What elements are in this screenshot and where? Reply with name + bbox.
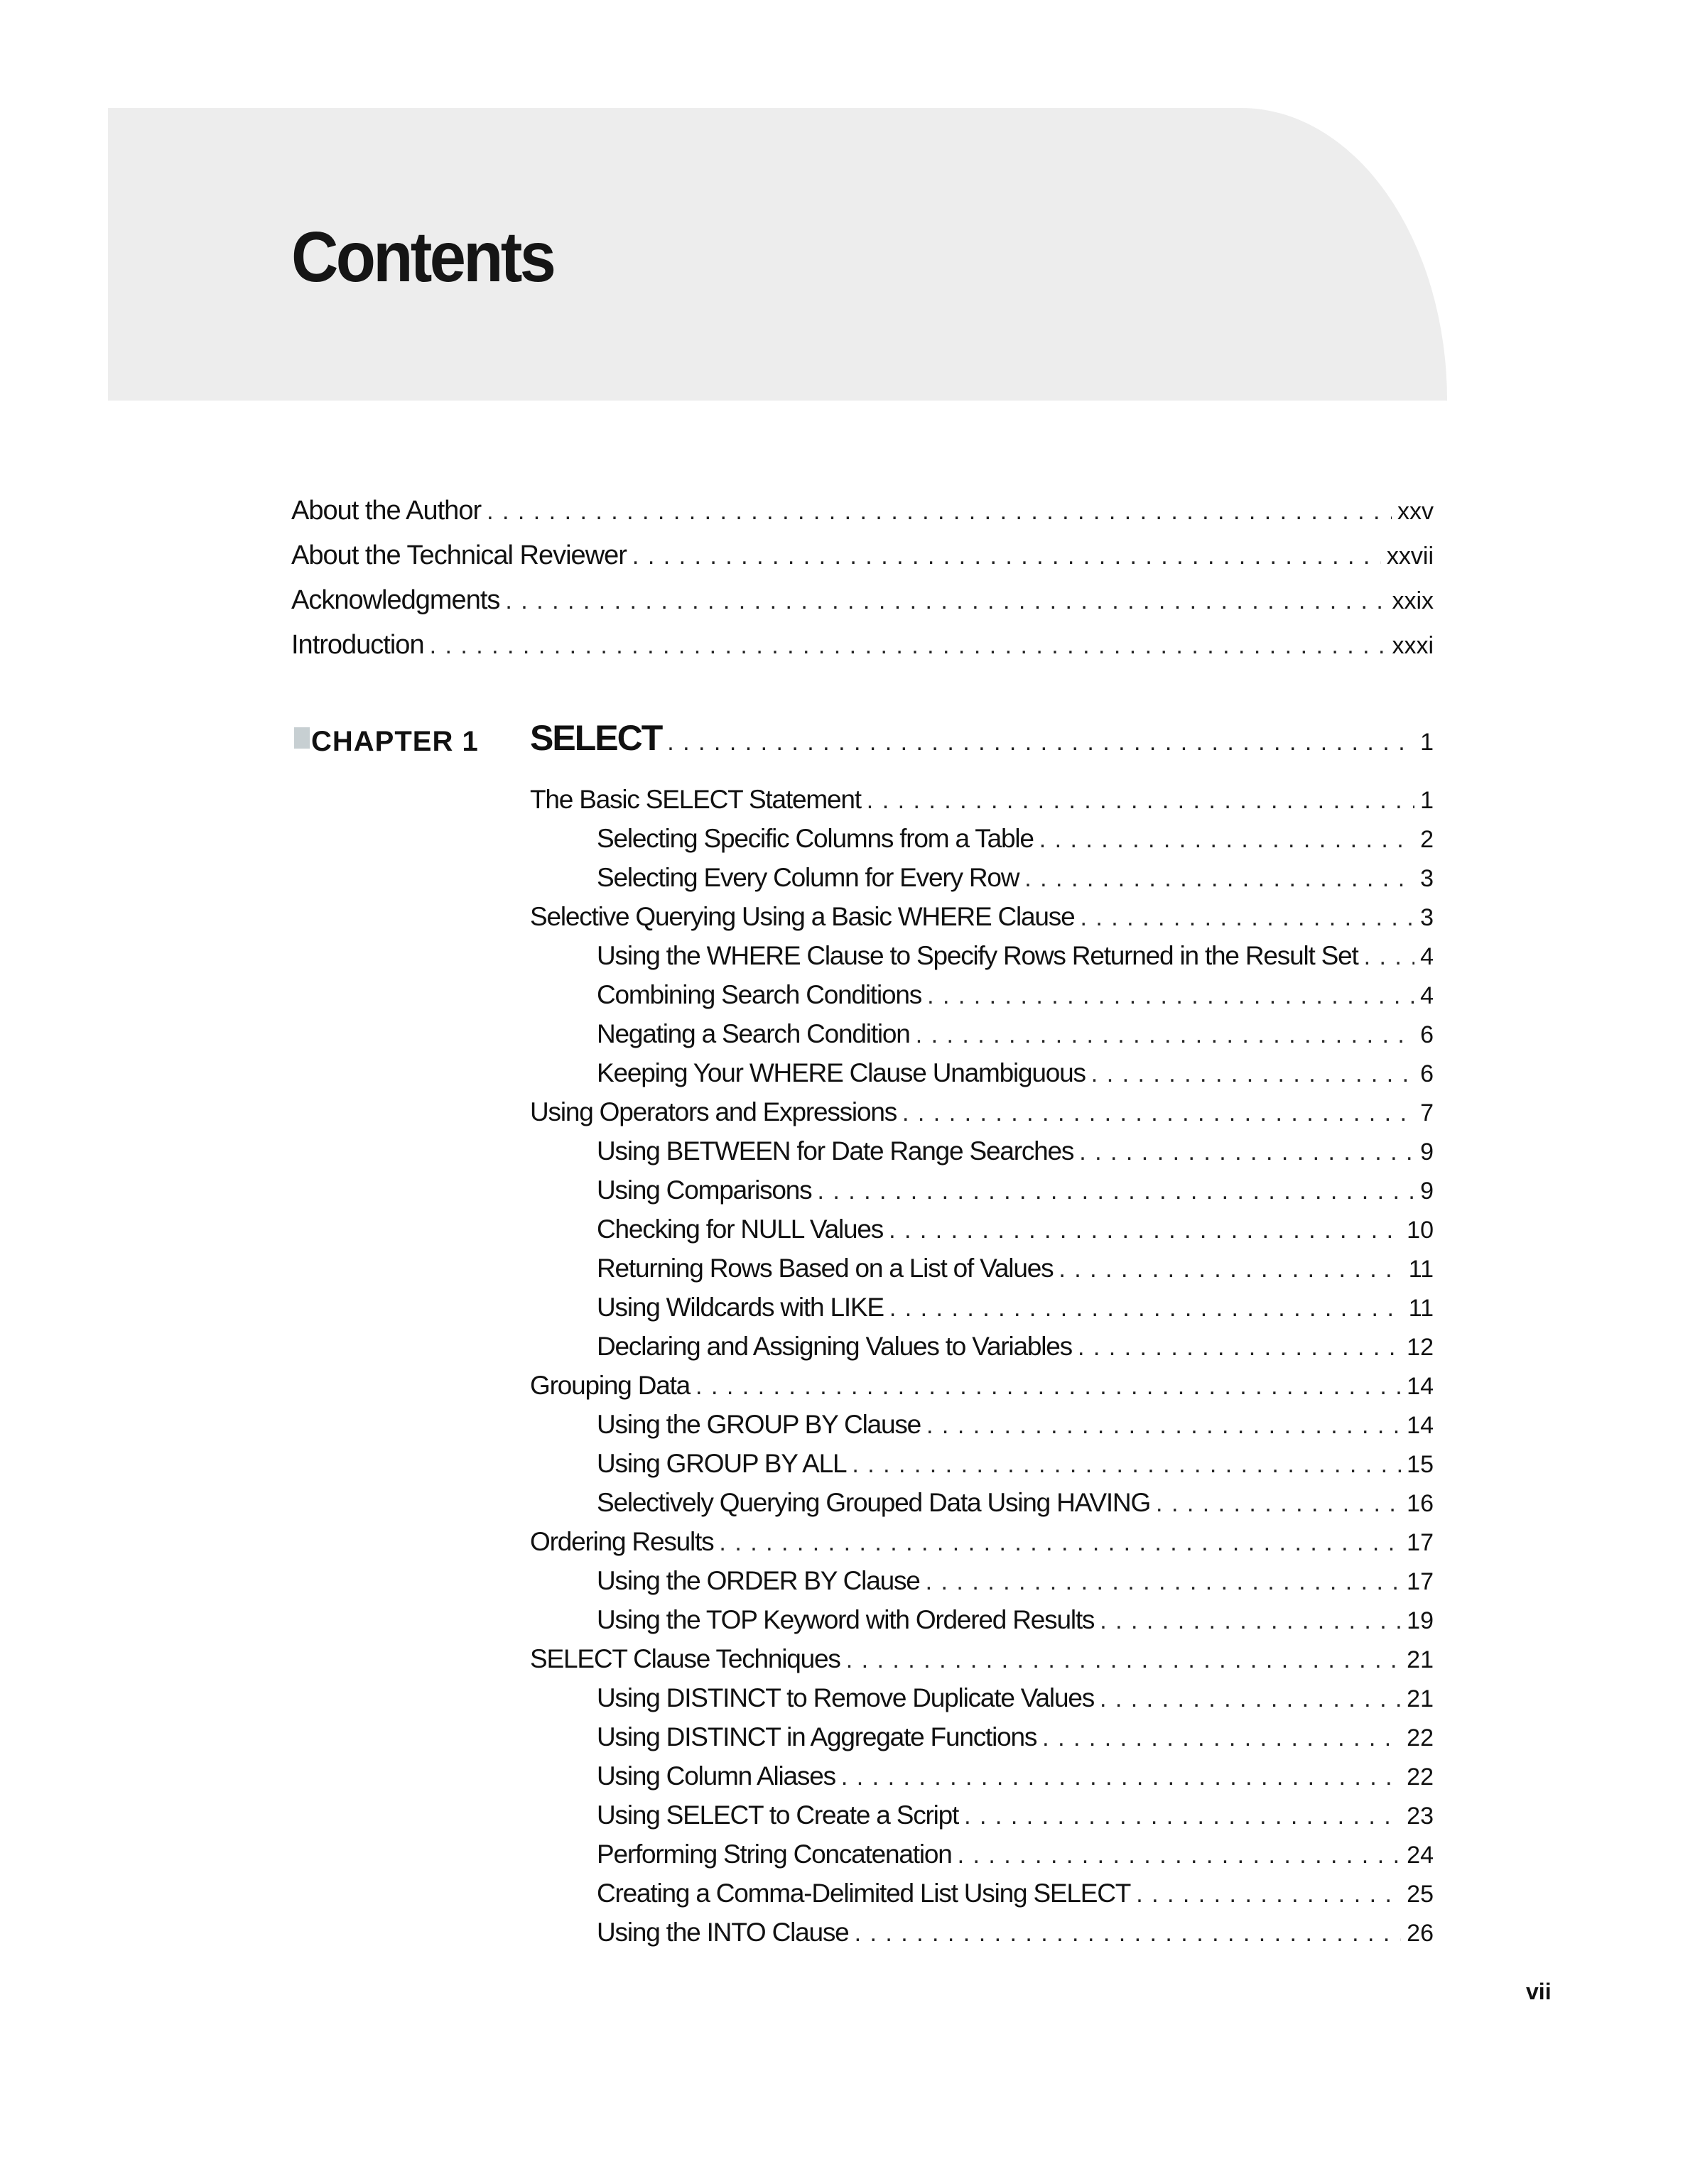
toc-entry-title: Combining Search Conditions <box>597 980 922 1009</box>
toc-entry-page: 6 <box>1420 1060 1434 1087</box>
dot-leader <box>902 1101 1414 1125</box>
toc-subsection-entry[interactable] <box>530 1841 1434 1880</box>
dot-leader <box>889 1218 1401 1242</box>
toc-entry-title: SELECT Clause Techniques <box>530 1644 840 1673</box>
toc-subsection-entry[interactable] <box>530 1255 1434 1294</box>
toc-entry-title: Using the GROUP BY Clause <box>597 1410 921 1439</box>
dot-leader <box>852 1452 1401 1477</box>
dot-leader <box>926 1413 1401 1438</box>
toc-entry-page: 17 <box>1407 1529 1434 1556</box>
toc-entry-page: 14 <box>1407 1412 1434 1439</box>
toc-entry-technical-reviewer[interactable] <box>291 542 1434 587</box>
dot-leader <box>926 1570 1402 1594</box>
toc-subsection-entry[interactable] <box>530 1763 1434 1802</box>
dot-leader <box>964 1804 1401 1828</box>
toc-entry-title: Selecting Every Column for Every Row <box>597 863 1019 892</box>
toc-entry-page: 3 <box>1420 904 1434 931</box>
dot-leader <box>817 1179 1414 1203</box>
toc-subsection-entry[interactable] <box>530 1880 1434 1919</box>
toc-entry-title: Using BETWEEN for Date Range Searches <box>597 1136 1074 1166</box>
toc-entry-title: Returning Rows Based on a List of Values <box>597 1254 1054 1283</box>
toc-subsection-entry[interactable] <box>530 1724 1434 1763</box>
toc-section-entry[interactable] <box>530 1372 1434 1411</box>
toc-entry-acknowledgments[interactable] <box>291 587 1434 631</box>
toc-subsection-entry[interactable] <box>530 1450 1434 1489</box>
toc-subsection-entry[interactable] <box>530 1489 1434 1528</box>
dot-leader <box>1100 1687 1401 1711</box>
chapter-marker-icon <box>294 727 310 749</box>
toc-entry-page: 7 <box>1420 1099 1434 1126</box>
toc-entry-page: 9 <box>1420 1178 1434 1205</box>
toc-subsection-entry[interactable] <box>530 825 1434 864</box>
page-title: Contents <box>291 217 554 297</box>
dot-leader <box>430 634 1387 658</box>
toc-entry-page: 12 <box>1407 1334 1434 1361</box>
toc-entry-title: About the Technical Reviewer <box>291 540 627 570</box>
toc-entry-page: 17 <box>1407 1568 1434 1595</box>
toc-subsection-entry[interactable] <box>530 1411 1434 1450</box>
page-folio: vii <box>1526 1979 1552 2004</box>
toc-entry-page: 15 <box>1407 1451 1434 1478</box>
dot-leader <box>1079 1140 1414 1164</box>
toc-entry-title: Creating a Comma-Delimited List Using SELECT <box>597 1879 1131 1908</box>
toc-section-entry[interactable] <box>530 1099 1434 1138</box>
toc-entry-page: 1 <box>1420 787 1434 814</box>
toc-entry-title: Using the WHERE Clause to Specify Rows Returned in the Result Set <box>597 941 1358 970</box>
toc-entry-title: Using DISTINCT in Aggregate Functions <box>597 1722 1037 1751</box>
dot-leader <box>846 1648 1401 1672</box>
toc-entry-title: Using Operators and Expressions <box>530 1097 897 1126</box>
toc-subsection-entry[interactable] <box>530 1138 1434 1177</box>
toc-entry-page: 4 <box>1420 943 1434 970</box>
dot-leader <box>1100 1609 1401 1633</box>
toc-entry-title: About the Author <box>291 496 482 526</box>
toc-entry-title: Using Wildcards with LIKE <box>597 1293 884 1322</box>
toc-entry-page: 21 <box>1407 1646 1434 1673</box>
toc-subsection-entry[interactable] <box>530 1685 1434 1724</box>
toc-section-entry[interactable] <box>530 903 1434 942</box>
dot-leader <box>927 984 1414 1008</box>
dot-leader <box>1156 1492 1401 1516</box>
dot-leader <box>1364 945 1415 969</box>
toc-entry-page: 25 <box>1407 1881 1434 1908</box>
toc-entry-page: 2 <box>1420 826 1434 853</box>
dot-leader <box>1042 1726 1401 1750</box>
toc-subsection-entry[interactable] <box>530 1568 1434 1607</box>
toc-entry-title: Using GROUP BY ALL <box>597 1449 847 1478</box>
toc-entry-title: Negating a Search Condition <box>597 1019 910 1048</box>
toc-subsection-entry[interactable] <box>530 1333 1434 1372</box>
toc-section-entry[interactable] <box>530 1528 1434 1568</box>
toc-subsection-entry[interactable] <box>530 1216 1434 1255</box>
toc-entry-title: Declaring and Assigning Values to Variables <box>597 1332 1072 1361</box>
toc-entry-page: 22 <box>1407 1724 1434 1751</box>
dot-leader <box>1024 866 1414 891</box>
toc-subsection-entry[interactable] <box>530 1060 1434 1099</box>
toc-subsection-entry[interactable] <box>530 1919 1434 1958</box>
dot-leader <box>1078 1335 1401 1359</box>
toc-entry-title: Checking for NULL Values <box>597 1215 884 1244</box>
dot-leader <box>855 1921 1402 1945</box>
dot-leader <box>867 788 1414 813</box>
toc-entry-page: 11 <box>1408 1256 1434 1283</box>
dot-leader <box>1059 1257 1402 1281</box>
dot-leader <box>1039 827 1414 852</box>
chapter-page: 1 <box>1420 729 1434 756</box>
dot-leader <box>958 1843 1402 1867</box>
toc-entry-page: 3 <box>1420 865 1434 892</box>
toc-subsection-entry[interactable] <box>530 942 1434 982</box>
dot-leader <box>1091 1062 1414 1086</box>
toc-section-entry[interactable] <box>530 1646 1434 1685</box>
chapter-label: CHAPTER 1 <box>311 726 479 757</box>
dot-leader <box>916 1023 1414 1047</box>
dot-leader <box>719 1531 1401 1555</box>
toc-entry-page: 16 <box>1407 1490 1434 1517</box>
toc-entry-page: 14 <box>1407 1373 1434 1400</box>
toc-entry-title: Introduction <box>291 630 424 660</box>
toc-subsection-entry[interactable] <box>530 1177 1434 1216</box>
toc-entry-page: xxix <box>1392 587 1434 614</box>
toc-entry-page: 6 <box>1420 1021 1434 1048</box>
dot-leader <box>505 589 1386 613</box>
toc-entry-page: 22 <box>1407 1764 1434 1791</box>
toc-entry-title: Grouping Data <box>530 1371 691 1400</box>
toc-entry-title: Performing String Concatenation <box>597 1840 952 1869</box>
toc-entry-title: Keeping Your WHERE Clause Unambiguous <box>597 1058 1086 1087</box>
toc-entry-title: Using the INTO Clause <box>597 1918 849 1947</box>
toc-entry-page: 26 <box>1407 1920 1434 1947</box>
dot-leader <box>1136 1882 1401 1906</box>
toc-subsection-entry[interactable] <box>530 1607 1434 1646</box>
toc-entry-page: 4 <box>1420 982 1434 1009</box>
toc-entry-title: Ordering Results <box>530 1527 714 1556</box>
toc-entry-title: Using the TOP Keyword with Ordered Results <box>597 1605 1095 1634</box>
toc-entry-page: xxvii <box>1386 543 1434 570</box>
toc-entry-title: The Basic SELECT Statement <box>530 785 861 814</box>
toc-entry-page: xxv <box>1397 498 1434 525</box>
toc-entry-page: 23 <box>1407 1803 1434 1830</box>
toc-subsection-entry[interactable] <box>530 864 1434 903</box>
toc-entry-page: 24 <box>1407 1842 1434 1869</box>
toc-entry-title: Using the ORDER BY Clause <box>597 1566 920 1595</box>
toc-entry-title: Acknowledgments <box>291 585 500 615</box>
toc-entry-page: 9 <box>1420 1139 1434 1166</box>
toc-subsection-entry[interactable] <box>530 1021 1434 1060</box>
dot-leader <box>487 499 1392 523</box>
toc-entry-page: xxxi <box>1392 632 1434 659</box>
dot-leader <box>695 1374 1401 1398</box>
toc-entry-title: Using Comparisons <box>597 1175 812 1205</box>
dot-leader <box>841 1765 1401 1789</box>
toc-entry-about-author[interactable] <box>291 497 1434 542</box>
toc-section-entry[interactable] <box>530 786 1434 825</box>
dot-leader <box>632 544 1381 568</box>
front-matter-list <box>291 497 1434 676</box>
chapter-title-line <box>530 717 1434 759</box>
chapter-sections-list <box>530 786 1434 1958</box>
toc-entry-title: Selective Querying Using a Basic WHERE Clause <box>530 902 1075 931</box>
chapter-heading[interactable] <box>291 717 1434 760</box>
dot-leader <box>667 729 1414 756</box>
toc-entry-title: Using SELECT to Create a Script <box>597 1800 959 1830</box>
toc-entry-page: 19 <box>1407 1607 1434 1634</box>
toc-entry-title: Using Column Aliases <box>597 1761 835 1791</box>
toc-subsection-entry[interactable] <box>530 982 1434 1021</box>
toc-entry-title: Selectively Querying Grouped Data Using HAVING <box>597 1488 1151 1517</box>
dot-leader <box>889 1296 1403 1320</box>
toc-subsection-entry[interactable] <box>530 1802 1434 1841</box>
toc-entry-page: 10 <box>1407 1217 1434 1244</box>
toc-entry-page: 11 <box>1408 1295 1434 1322</box>
toc-entry-title: Using DISTINCT to Remove Duplicate Values <box>597 1683 1094 1712</box>
chapter-title: SELECT <box>530 718 662 758</box>
toc-subsection-entry[interactable] <box>530 1294 1434 1333</box>
toc-entry-title: Selecting Specific Columns from a Table <box>597 824 1034 853</box>
dot-leader <box>1081 906 1415 930</box>
toc-entry-introduction[interactable] <box>291 631 1434 676</box>
toc-entry-page: 21 <box>1407 1685 1434 1712</box>
